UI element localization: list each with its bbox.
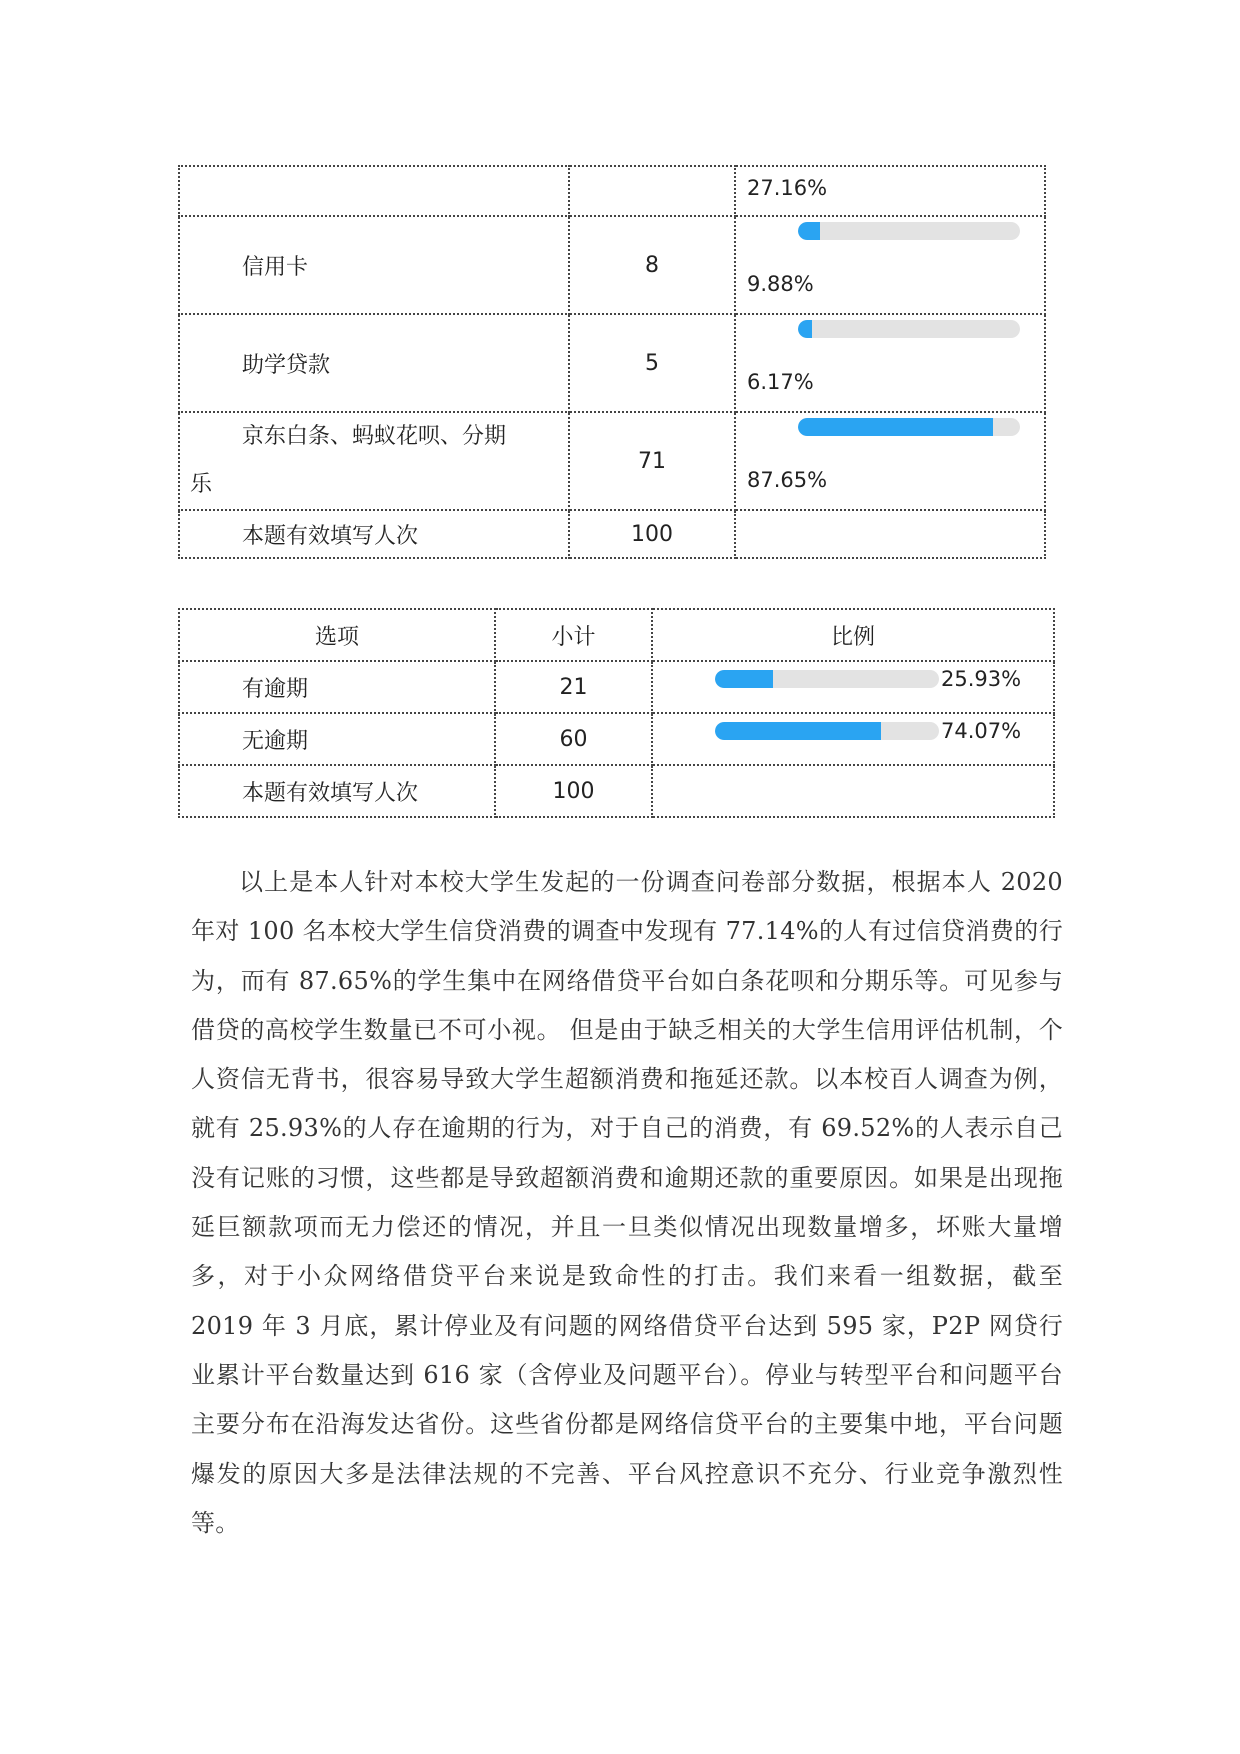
percent-label: 87.65% <box>747 468 828 492</box>
table-row <box>179 314 1045 412</box>
option-cell: 无逾期 <box>179 713 495 765</box>
count-cell <box>569 166 735 216</box>
progress-bar-fill <box>715 670 773 688</box>
percent-label: 74.07% <box>941 719 1022 743</box>
option-cell: 有逾期 <box>179 661 495 713</box>
total-count: 100 <box>569 510 735 558</box>
ratio-cell <box>652 713 1054 765</box>
table-row <box>179 661 1054 713</box>
count-cell: 71 <box>569 412 735 510</box>
survey-table-overdue <box>178 608 1055 818</box>
progress-bar-track <box>715 722 939 740</box>
progress-bar-track <box>715 670 939 688</box>
progress-bar-fill <box>798 320 812 338</box>
count-cell: 60 <box>495 713 652 765</box>
ratio-cell <box>652 661 1054 713</box>
count-cell: 5 <box>569 314 735 412</box>
progress-bar-track <box>798 320 1020 338</box>
total-label: 本题有效填写人次 <box>179 765 495 817</box>
ratio-cell <box>735 314 1045 412</box>
option-cell: 信用卡 <box>179 216 569 314</box>
table-row <box>179 713 1054 765</box>
body-paragraph: 以上是本人针对本校大学生发起的一份调查问卷部分数据，根据本人 2020 年对 100 名本校大学生信贷消费的调查中发现有 77.14%的人有过信贷消费的行为，而有 87.65%的学生集中在网络借贷平台如白条花呗和分期乐等。可见参与借贷的高校学生数量已不可小视。 但是由于缺乏相关的大学生信用评估机制，个人资信无背书，很容易导致大学生超额消费和拖延还款。以本校百人调查为例，就有 25.93%的人存在逾期的行为，对于自己的消费，有 69.52%的人表示自己没有记账的习惯，这些都是导致超额消费和逾期还款的重要原因。如果是出现拖延巨额款项而无力偿还的情况，并且一旦类似情况出现数量增多，坏账大量增多，对于小众网络借贷平台来说是致命性的打击。我们来看一组数据，截至 2019 年 3 月底，累计停业及有问题的网络借贷平台达到 595 家，P2P 网贷行业累计平台数量达到 616 家（含停业及问题平台）。停业与转型平台和问题平台主要分布在沿海发达省份。这些省份都是网络信贷平台的主要集中地，平台问题爆发的原因大多是法律法规的不完善、平台风控意识不充分、行业竞争激烈性等。 <box>191 868 1063 1537</box>
progress-bar-track <box>798 418 1020 436</box>
table-row <box>179 166 1045 216</box>
body-text <box>191 858 1063 1548</box>
progress-bar-fill <box>798 222 820 240</box>
progress-bar-fill <box>715 722 881 740</box>
count-cell: 8 <box>569 216 735 314</box>
ratio-cell <box>735 216 1045 314</box>
percent-label: 25.93% <box>941 667 1022 691</box>
table-row-total <box>179 510 1045 558</box>
ratio-cell <box>735 412 1045 510</box>
table-row <box>179 216 1045 314</box>
table-row <box>179 412 1045 510</box>
survey-table-loan-channels <box>178 165 1046 559</box>
percent-label: 9.88% <box>747 272 814 296</box>
header-ratio: 比例 <box>652 609 1054 661</box>
option-line-2: 乐 <box>190 472 213 497</box>
total-label: 本题有效填写人次 <box>179 510 569 558</box>
percent-label: 6.17% <box>747 370 814 394</box>
progress-bar-fill <box>798 418 993 436</box>
header-count: 小计 <box>495 609 652 661</box>
total-count: 100 <box>495 765 652 817</box>
count-cell: 21 <box>495 661 652 713</box>
header-option: 选项 <box>179 609 495 661</box>
table-header-row <box>179 609 1054 661</box>
option-cell <box>179 166 569 216</box>
percent-label: 27.16% <box>747 176 828 200</box>
option-line-1: 京东白条、蚂蚁花呗、分期 <box>242 424 507 449</box>
option-cell: 助学贷款 <box>179 314 569 412</box>
table-row-total <box>179 765 1054 817</box>
empty-cell <box>652 765 1054 817</box>
option-cell <box>179 412 569 510</box>
progress-bar-track <box>798 222 1020 240</box>
ratio-cell <box>735 166 1045 216</box>
empty-cell <box>735 510 1045 558</box>
